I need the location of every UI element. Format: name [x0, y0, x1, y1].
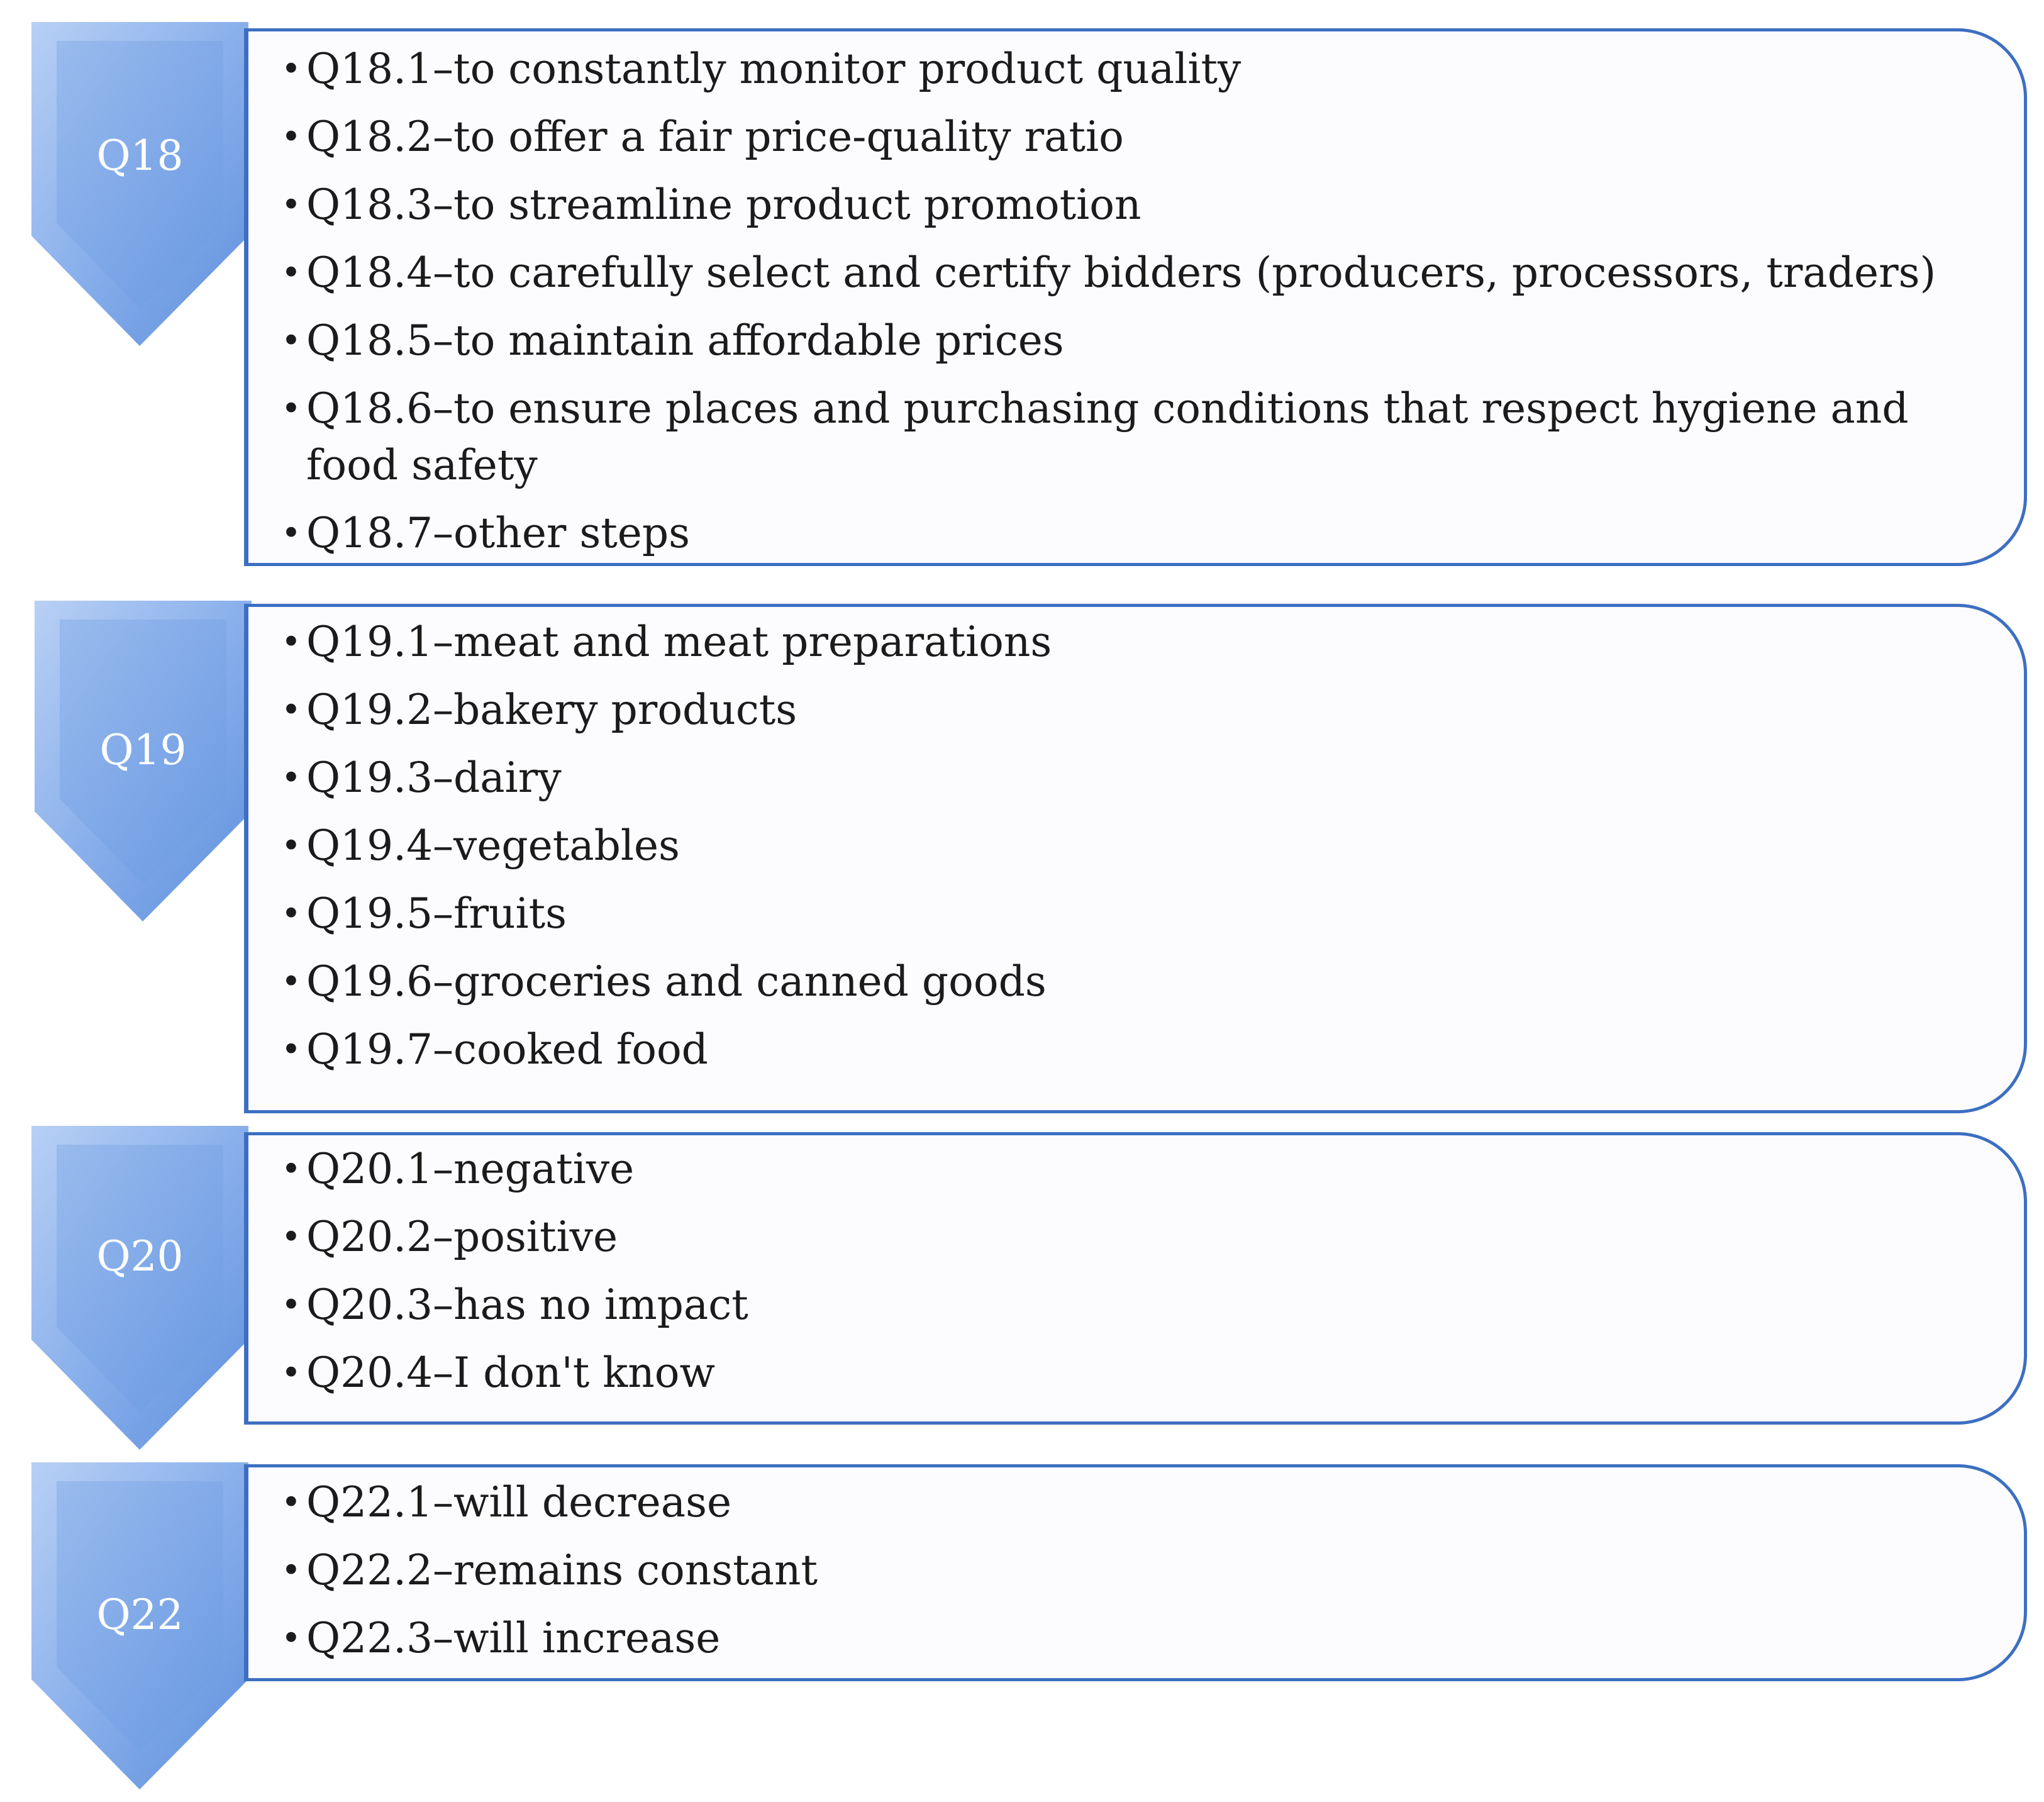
item-text: Q19.7–cooked food: [306, 1025, 708, 1074]
bullet-icon: •: [281, 1217, 301, 1257]
bullet-icon: •: [281, 758, 301, 798]
list-item: [280, 676, 1974, 744]
list-item: [280, 171, 1974, 239]
chevron-q19: [35, 601, 252, 921]
list-item: [280, 608, 1974, 676]
panel-q22: [244, 1464, 2027, 1681]
list-item: [280, 307, 1974, 375]
item-text: Q19.3–dairy: [306, 754, 562, 802]
item-text: Q19.5–fruits: [306, 889, 567, 938]
bullet-icon: •: [281, 1149, 301, 1189]
item-text: Q20.4–I don't know: [306, 1349, 715, 1397]
item-text: Q20.1–negative: [306, 1145, 635, 1193]
bullet-icon: •: [281, 622, 301, 662]
panel-q19: [244, 604, 2027, 1113]
list-item: [280, 375, 1974, 499]
item-list-q19: [280, 608, 1974, 1084]
item-text: Q19.1–meat and meat preparations: [306, 618, 1052, 666]
item-text: Q18.5–to maintain affordable prices: [306, 316, 1064, 365]
list-item: [280, 103, 1974, 171]
list-item: [280, 1537, 1974, 1605]
bullet-icon: •: [281, 1353, 301, 1393]
bullet-icon: •: [281, 826, 301, 865]
list-item: [280, 880, 1974, 948]
panel-q18: [244, 28, 2027, 566]
bullet-icon: •: [281, 690, 301, 730]
bullet-icon: •: [281, 1285, 301, 1325]
item-text: Q18.7–other steps: [306, 509, 690, 557]
bullet-icon: •: [281, 49, 301, 89]
item-text: Q19.6–groceries and canned goods: [306, 957, 1047, 1006]
list-item: [280, 744, 1974, 812]
item-text: Q22.3–will increase: [306, 1614, 721, 1662]
bullet-icon: •: [281, 117, 301, 157]
chevron-q22: [31, 1462, 248, 1789]
chevron-q20: [31, 1126, 248, 1450]
chevron-label-q20: Q20: [96, 1232, 184, 1281]
item-list-q22: [280, 1469, 1974, 1672]
bullet-icon: •: [281, 389, 301, 428]
list-item: [280, 35, 1974, 103]
item-text: Q18.3–to streamline product promotion: [306, 181, 1141, 229]
panel-q20: [244, 1132, 2027, 1425]
list-item: [280, 1605, 1974, 1672]
item-text: Q19.2–bakery products: [306, 686, 797, 734]
item-text: Q20.3–has no impact: [306, 1281, 748, 1329]
bullet-icon: •: [281, 1618, 301, 1658]
chevron-q18-shape: [31, 22, 248, 346]
item-list-q20: [280, 1135, 1974, 1407]
bullet-icon: •: [281, 962, 301, 1001]
list-item: [280, 1203, 1974, 1271]
bullet-icon: •: [281, 1550, 301, 1590]
item-text: Q18.6–to ensure places and purchasing conditions that respect hygiene and food safety: [306, 384, 1909, 489]
item-text: Q18.4–to carefully select and certify bidders (producers, processors, traders): [306, 248, 1936, 297]
item-text: Q19.4–vegetables: [306, 821, 680, 870]
item-text: Q22.2–remains constant: [306, 1546, 818, 1594]
chevron-label-q18: Q18: [96, 131, 184, 180]
bullet-icon: •: [281, 1482, 301, 1522]
item-list-q18: [280, 35, 1974, 567]
chevron-label-q22: Q22: [96, 1591, 184, 1639]
bullet-icon: •: [281, 894, 301, 933]
list-item: [280, 499, 1974, 567]
bullet-icon: •: [281, 513, 301, 553]
chevron-label-q19: Q19: [99, 726, 187, 774]
list-item: [280, 1135, 1974, 1203]
bullet-icon: •: [281, 321, 301, 360]
item-text: Q18.1–to constantly monitor product quality: [306, 45, 1241, 93]
list-item: [280, 1469, 1974, 1537]
list-item: [280, 948, 1974, 1016]
list-item: [280, 239, 1974, 307]
list-item: [280, 1271, 1974, 1339]
item-text: Q18.2–to offer a fair price-quality ratio: [306, 113, 1124, 161]
item-text: Q22.1–will decrease: [306, 1478, 732, 1527]
list-item: [280, 1339, 1974, 1407]
list-item: [280, 1016, 1974, 1084]
bullet-icon: •: [281, 253, 301, 292]
list-item: [280, 812, 1974, 880]
chevron-q20-shape: [31, 1126, 248, 1450]
bullet-icon: •: [281, 1030, 301, 1069]
bullet-icon: •: [281, 185, 301, 225]
chevron-q18: [31, 22, 248, 346]
item-text: Q20.2–positive: [306, 1213, 618, 1261]
